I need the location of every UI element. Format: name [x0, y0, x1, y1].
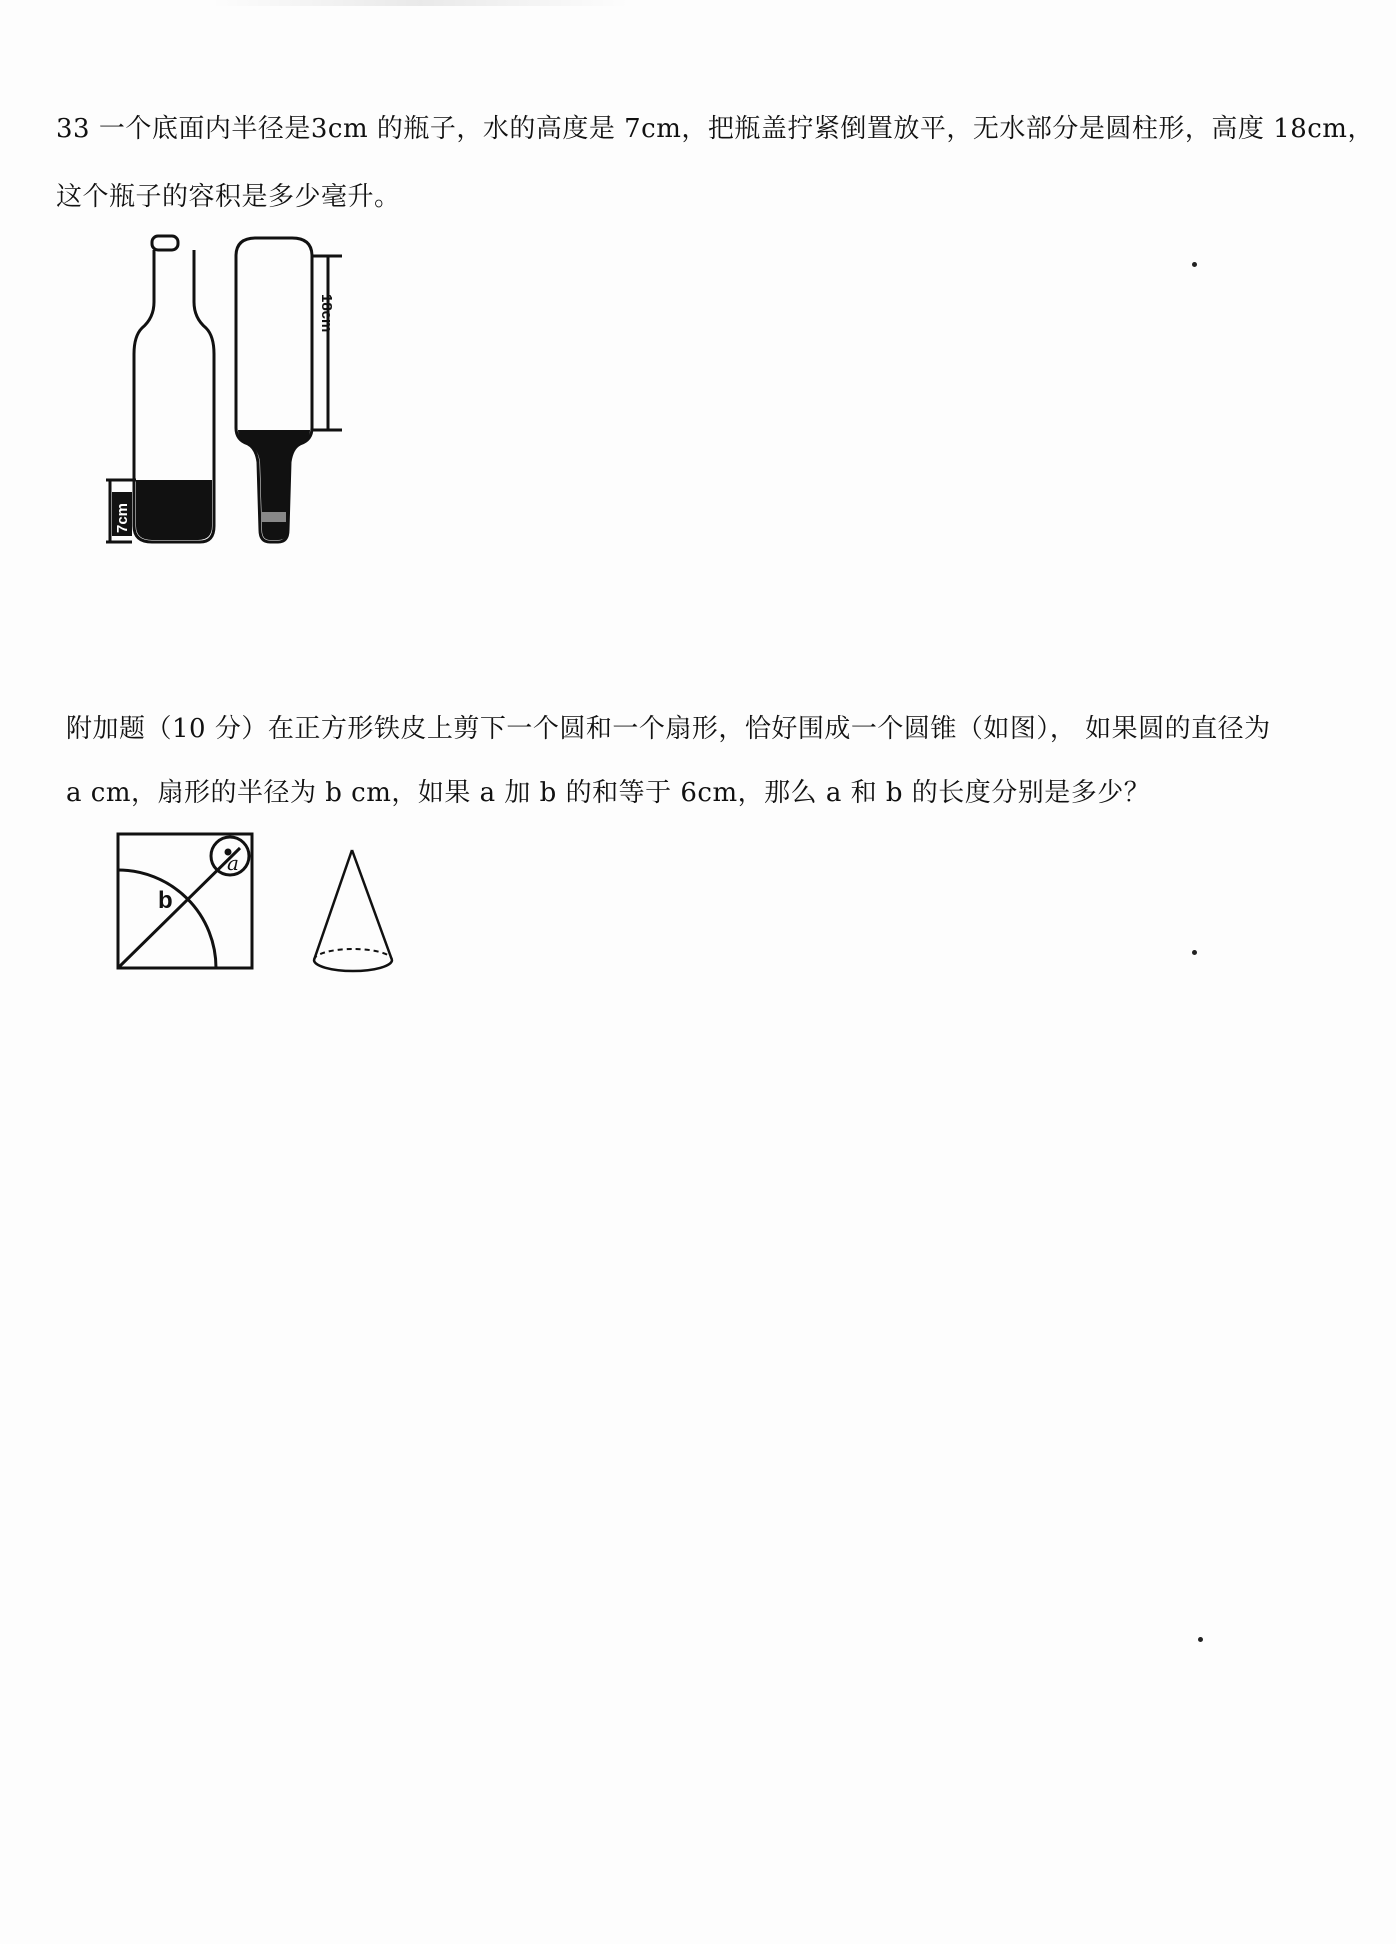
scan-dot	[1192, 950, 1197, 955]
bonus-question-text-line-2: a cm，扇形的半径为 b cm，如果 a 加 b 的和等于 6cm，那么 a 和 b 的长度分别是多少？	[66, 778, 1151, 808]
question-33-text-line-1: 33 一个底面内半径是3cm 的瓶子，水的高度是 7cm，把瓶盖拧紧倒置放平，无水部分是圆柱形，高度 18cm，	[56, 114, 1374, 144]
scan-dot	[1192, 262, 1197, 267]
neck-highlight	[262, 512, 286, 522]
sector-label: b	[158, 887, 173, 914]
water-fill	[136, 480, 212, 540]
water-height-label: 7cm	[114, 502, 131, 533]
cone-right-edge	[352, 850, 392, 960]
cone-base-back	[314, 949, 392, 960]
square-sheet-figure	[110, 826, 260, 976]
air-height-label: 18cm	[318, 294, 335, 333]
cone-left-edge	[314, 850, 352, 960]
bottle-figure	[96, 230, 366, 560]
question-33-text-line-2: 这个瓶子的容积是多少毫升。	[56, 182, 401, 212]
sector-radius-line	[118, 848, 240, 968]
scan-dot	[1198, 1637, 1203, 1642]
air-height-marker	[312, 256, 342, 430]
inverted-water-fill	[238, 430, 310, 540]
scan-smudge	[210, 0, 630, 6]
bonus-question-text-line-1: 附加题（10 分）在正方形铁皮上剪下一个圆和一个扇形，恰好围成一个圆锥（如图）， 如果圆的直径为	[66, 714, 1271, 744]
cone-figure	[304, 842, 404, 982]
cone-base-front	[314, 960, 392, 971]
circle-label: a	[227, 851, 239, 875]
bottle-cap-lip	[152, 236, 178, 250]
